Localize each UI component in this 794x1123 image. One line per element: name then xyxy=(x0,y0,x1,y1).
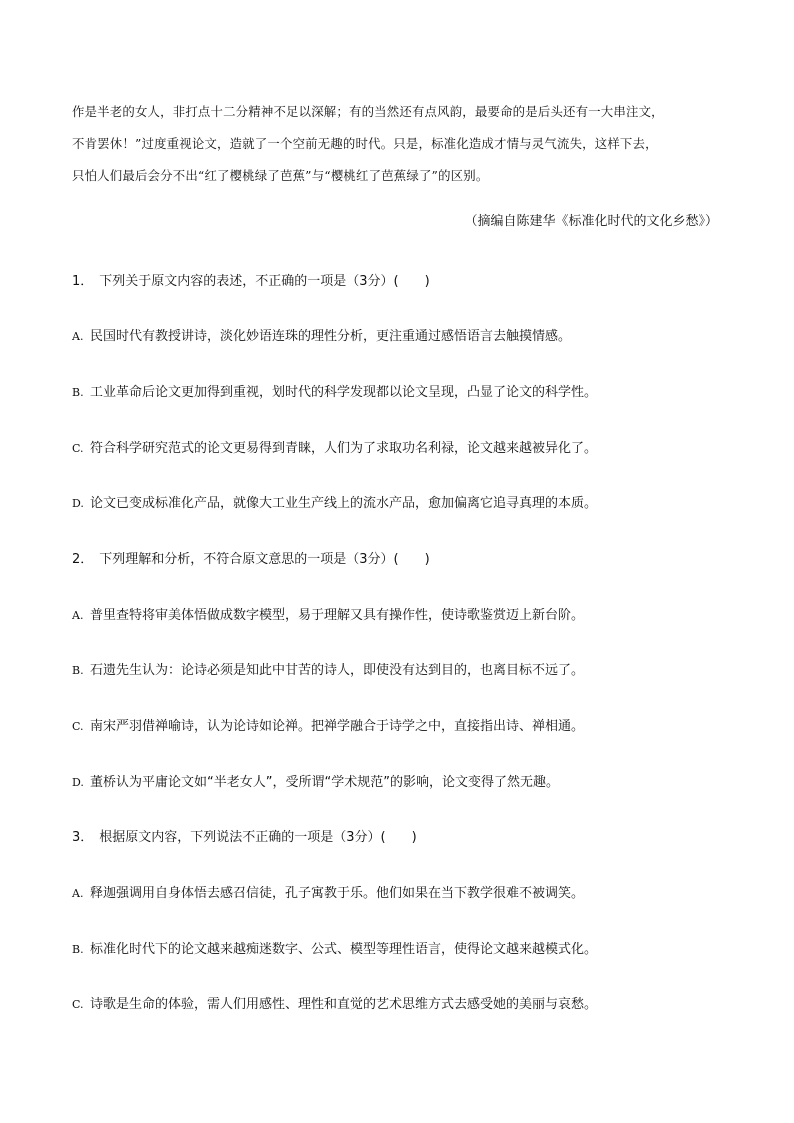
question-1-stem xyxy=(72,272,430,292)
passage-source: （摘编自陈建华《标准化时代的文化乡愁》） xyxy=(464,214,718,229)
question-number: 3． xyxy=(72,830,94,845)
question-text: 下列理解和分析，不符合原文意思的一项是（3分）( ) xyxy=(99,552,430,567)
question-3-option-b xyxy=(72,940,597,960)
option-text: 普里查特将审美体悟做成数字模型，易于理解又具有操作性，使诗歌鉴赏迈上新台阶。 xyxy=(90,608,585,623)
question-1-option-b xyxy=(72,383,597,403)
question-number: 2． xyxy=(72,552,94,567)
question-1-option-d xyxy=(72,494,597,514)
question-2-stem xyxy=(72,550,430,570)
question-2-option-d xyxy=(72,773,559,793)
option-letter: A. xyxy=(72,609,84,622)
option-letter: D. xyxy=(72,497,84,510)
option-letter: C. xyxy=(72,720,84,733)
question-number: 1． xyxy=(72,274,94,289)
passage-text xyxy=(72,96,732,192)
option-text: 石遗先生认为：论诗必须是知此中甘苦的诗人，即使没有达到目的，也离目标不远了。 xyxy=(90,663,585,678)
question-2-option-b xyxy=(72,661,584,681)
question-3-stem xyxy=(72,828,417,848)
option-text: 论文已变成标准化产品，就像大工业生产线上的流水产品，愈加偏离它追寻真理的本质。 xyxy=(90,496,598,511)
option-text: 符合科学研究范式的论文更易得到青睐，人们为了求取功名利禄，论文越来越被异化了。 xyxy=(90,441,598,456)
option-letter: B. xyxy=(72,386,84,399)
option-letter: C. xyxy=(72,998,84,1011)
question-3-option-a xyxy=(72,884,584,904)
passage-line: 作是半老的女人，非打点十二分精神不足以深解；有的当然还有点风韵，最要命的是后头还有一大串注文， xyxy=(72,104,664,119)
option-text: 诗歌是生命的体验，需人们用感性、理性和直觉的艺术思维方式去感受她的美丽与哀愁。 xyxy=(90,997,598,1012)
option-letter: B. xyxy=(72,664,84,677)
option-text: 释迦强调用自身体悟去感召信徒，孔子寓教于乐。他们如果在当下教学很难不被调笑。 xyxy=(90,886,585,901)
option-letter: A. xyxy=(72,887,84,900)
question-2-option-a xyxy=(72,606,584,626)
question-1-option-a xyxy=(72,327,571,347)
question-1-option-c xyxy=(72,439,597,459)
option-letter: A. xyxy=(72,330,84,343)
question-3-option-c xyxy=(72,995,597,1015)
option-letter: D. xyxy=(72,776,84,789)
option-text: 标准化时代下的论文越来越痴迷数字、公式、模型等理性语言，使得论文越来越模式化。 xyxy=(90,942,598,957)
option-text: 南宋严羽借禅喻诗，认为论诗如论禅。把禅学融合于诗学之中，直接指出诗、禅相通。 xyxy=(90,719,585,734)
passage-line: 只怕人们最后会分不出“红了樱桃绿了芭蕉”与“樱桃红了芭蕉绿了”的区别。 xyxy=(72,168,489,183)
option-text: 董桥认为平庸论文如“半老女人”，受所谓“学术规范”的影响，论文变得了然无趣。 xyxy=(90,775,559,790)
question-text: 下列关于原文内容的表述，不正确的一项是（3分）( ) xyxy=(99,274,430,289)
option-text: 民国时代有教授讲诗，淡化妙语连珠的理性分析，更注重通过感悟语言去触摸情感。 xyxy=(90,329,572,344)
option-text: 工业革命后论文更加得到重视，划时代的科学发现都以论文呈现，凸显了论文的科学性。 xyxy=(90,385,598,400)
question-2-option-c xyxy=(72,717,584,737)
option-letter: C. xyxy=(72,442,84,455)
option-letter: B. xyxy=(72,943,84,956)
passage-line: 不肯罢休！”过度重视论文，造就了一个空前无趣的时代。只是，标准化造成才情与灵气流失，这样下去， xyxy=(72,136,658,151)
question-text: 根据原文内容，下列说法不正确的一项是（3分）( ) xyxy=(99,830,417,845)
